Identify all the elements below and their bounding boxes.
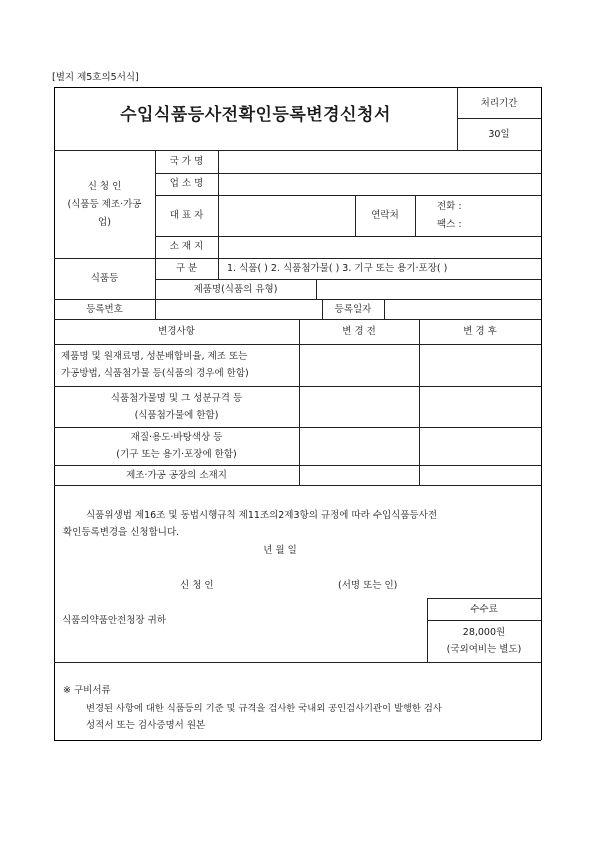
- product-name-label: 제품명(식품의 유형): [193, 284, 278, 295]
- change-row-1-line2: 가공방법, 식품첨가물 등(식품의 경우에 한함): [61, 368, 249, 379]
- applicant-group-sublabel-end: 업): [98, 217, 111, 228]
- change-row-4-after-field[interactable]: [420, 466, 540, 484]
- application-date: 년 월 일: [263, 545, 297, 556]
- declaration-line-2: 확인등록변경을 신청합니다.: [63, 527, 180, 538]
- attachments-header: ※ 구비서류: [63, 685, 111, 696]
- phone-label: 전화 :: [437, 201, 462, 212]
- change-row-2-line2: (식품첨가물에 한함): [134, 410, 219, 421]
- change-row-3-line2: (기구 또는 용기·포장에 한함): [116, 449, 237, 460]
- representative-field[interactable]: [219, 196, 354, 235]
- form-number-label: [별지 제5호의5서식]: [52, 72, 139, 83]
- registration-date-field[interactable]: [385, 300, 540, 318]
- change-row-2-before-field[interactable]: [300, 387, 418, 426]
- registration-date-label: 등록일자: [334, 304, 372, 315]
- processing-period-label: 처리기간: [480, 98, 518, 109]
- signature-hint: (서명 또는 인): [338, 580, 398, 591]
- applicant-group-sublabel: (식품등 제조·가공: [67, 199, 142, 210]
- change-row-2-after-field[interactable]: [420, 387, 540, 426]
- changes-item-header: 변경사항: [158, 326, 195, 337]
- business-name-label: 업 소 명: [169, 178, 204, 189]
- changes-before-header: 변 경 전: [342, 326, 376, 337]
- changes-after-header: 변 경 후: [463, 326, 497, 337]
- document-title: 수입식품등사전확인등록변경신청서: [120, 105, 391, 125]
- change-row-3-line1: 재질·용도·바탕색상 등: [130, 432, 223, 443]
- fax-label: 팩스 :: [437, 219, 462, 230]
- change-row-1-after-field[interactable]: [420, 345, 540, 385]
- business-name-field[interactable]: [219, 174, 540, 194]
- address-label: 소 재 지: [169, 241, 204, 252]
- category-options[interactable]: 1. 식품( ) 2. 식품첨가물( ) 3. 기구 또는 용기·포장( ): [227, 263, 448, 274]
- category-label: 구 분: [175, 263, 198, 274]
- registration-number-field[interactable]: [156, 300, 321, 318]
- change-row-4-before-field[interactable]: [300, 466, 418, 484]
- country-name-label: 국 가 명: [169, 156, 204, 167]
- country-name-field[interactable]: [219, 151, 540, 172]
- change-row-3-before-field[interactable]: [300, 428, 418, 464]
- declaration-line-1: 식품위생법 제16조 및 동법시행규칙 제11조의2제3항의 규정에 따라 수입식품등사전: [86, 510, 438, 521]
- food-group-label: 식품등: [90, 273, 119, 284]
- change-row-1-line1: 제품명 및 원재료명, 성분배합비율, 제조 또는: [61, 351, 248, 362]
- change-row-2-line1: 식품첨가물명 및 그 성분규격 등: [110, 393, 243, 404]
- applicant-group-label: 신 청 인: [87, 181, 122, 192]
- change-row-4-line1: 제조·가공 공장의 소재지: [126, 470, 227, 481]
- processing-period-value: 30일: [488, 129, 510, 140]
- representative-label: 대 표 자: [169, 210, 204, 221]
- fee-note: (국외여비는 별도): [446, 644, 522, 655]
- address-field[interactable]: [219, 237, 540, 257]
- change-row-3-after-field[interactable]: [420, 428, 540, 464]
- attachments-line-2: 성적서 또는 검사증명서 원본: [86, 720, 206, 731]
- product-name-field[interactable]: [317, 280, 540, 298]
- fee-label: 수수료: [470, 604, 498, 615]
- change-row-1-before-field[interactable]: [300, 345, 418, 385]
- registration-number-label: 등록번호: [86, 304, 123, 315]
- fee-amount: 28,000원: [462, 627, 506, 638]
- applicant-signature-label: 신 청 인: [180, 580, 214, 591]
- addressee: 식품의약품안전청장 귀하: [62, 615, 166, 626]
- attachments-line-1: 변경된 사항에 대한 식품등의 기준 및 규격을 검사한 국내외 공인검사기관이 발행한 검사: [86, 703, 442, 714]
- contact-label: 연락처: [371, 210, 399, 221]
